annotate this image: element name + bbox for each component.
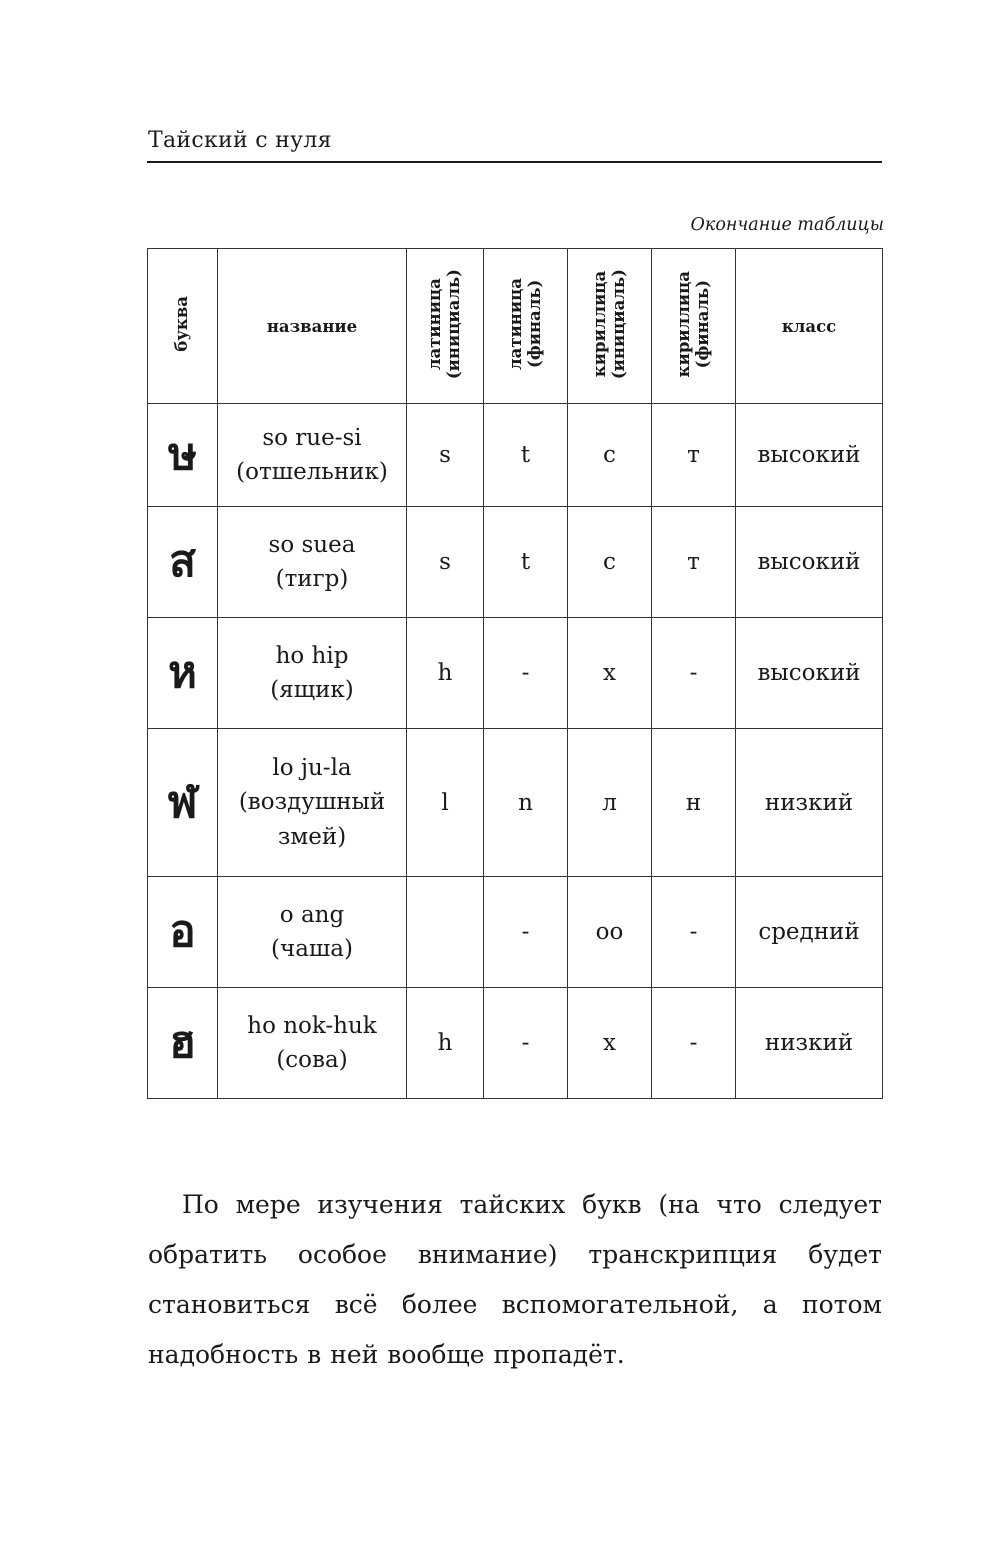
cell-latin-final: n	[484, 729, 568, 877]
cell-latin-initial: s	[407, 404, 484, 507]
cell-cyrillic-final: -	[652, 988, 736, 1099]
cell-letter: ห	[148, 618, 218, 729]
cell-latin-initial: l	[407, 729, 484, 877]
cell-class: высокий	[736, 404, 883, 507]
cell-latin-final: -	[484, 877, 568, 988]
table-row	[148, 877, 883, 988]
cell-name: so suea (тигр)	[218, 507, 407, 618]
cell-latin-initial: s	[407, 507, 484, 618]
table-caption: Окончание таблицы	[690, 215, 884, 235]
table-row	[148, 618, 883, 729]
header-cyrillic-initial: кириллица (инициаль)	[568, 249, 652, 404]
cell-letter: ส	[148, 507, 218, 618]
header-rule	[147, 161, 882, 163]
cell-cyrillic-final: т	[652, 404, 736, 507]
table-row	[148, 729, 883, 877]
cell-name: ho nok-huk (сова)	[218, 988, 407, 1099]
cell-latin-initial: h	[407, 618, 484, 729]
header-cyrillic-final: кириллица (финаль)	[652, 249, 736, 404]
body-paragraph: По мере изучения тайских букв (на что следует обратить особое внимание) транскрипция будет становиться всё более вспомогательной, а потом надобность в ней вообще пропадёт.	[148, 1190, 882, 1369]
cell-class: низкий	[736, 988, 883, 1099]
cell-letter: ฮ	[148, 988, 218, 1099]
running-head: Тайский с нуля	[148, 128, 332, 153]
cell-latin-initial	[407, 877, 484, 988]
table-row	[148, 404, 883, 507]
cell-latin-final: t	[484, 404, 568, 507]
cell-letter: ฬ	[148, 729, 218, 877]
cell-cyrillic-final: -	[652, 618, 736, 729]
cell-class: высокий	[736, 618, 883, 729]
cell-letter: ษ	[148, 404, 218, 507]
cell-name: ho hip (ящик)	[218, 618, 407, 729]
cell-cyrillic-initial: с	[568, 507, 652, 618]
cell-class: низкий	[736, 729, 883, 877]
cell-cyrillic-initial: х	[568, 988, 652, 1099]
cell-class: средний	[736, 877, 883, 988]
cell-cyrillic-initial: х	[568, 618, 652, 729]
cell-class: высокий	[736, 507, 883, 618]
cell-cyrillic-final: -	[652, 877, 736, 988]
header-latin-initial: латиница (инициаль)	[407, 249, 484, 404]
header-name: название	[218, 249, 407, 404]
header-latin-final: латиница (финаль)	[484, 249, 568, 404]
cell-letter: อ	[148, 877, 218, 988]
cell-cyrillic-final: т	[652, 507, 736, 618]
cell-latin-final: -	[484, 618, 568, 729]
table-row	[148, 507, 883, 618]
table-row	[148, 988, 883, 1099]
cell-name: o ang (чаша)	[218, 877, 407, 988]
cell-latin-final: t	[484, 507, 568, 618]
cell-cyrillic-final: н	[652, 729, 736, 877]
header-class: класс	[736, 249, 883, 404]
cell-latin-final: -	[484, 988, 568, 1099]
cell-cyrillic-initial: л	[568, 729, 652, 877]
letters-table	[147, 248, 883, 1099]
cell-cyrillic-initial: оо	[568, 877, 652, 988]
header-letter: буква	[148, 249, 218, 404]
cell-name: lo ju-la (воздушный змей)	[218, 729, 407, 877]
cell-cyrillic-initial: с	[568, 404, 652, 507]
cell-name: so rue-si (отшельник)	[218, 404, 407, 507]
header-row	[148, 249, 883, 404]
cell-latin-initial: h	[407, 988, 484, 1099]
